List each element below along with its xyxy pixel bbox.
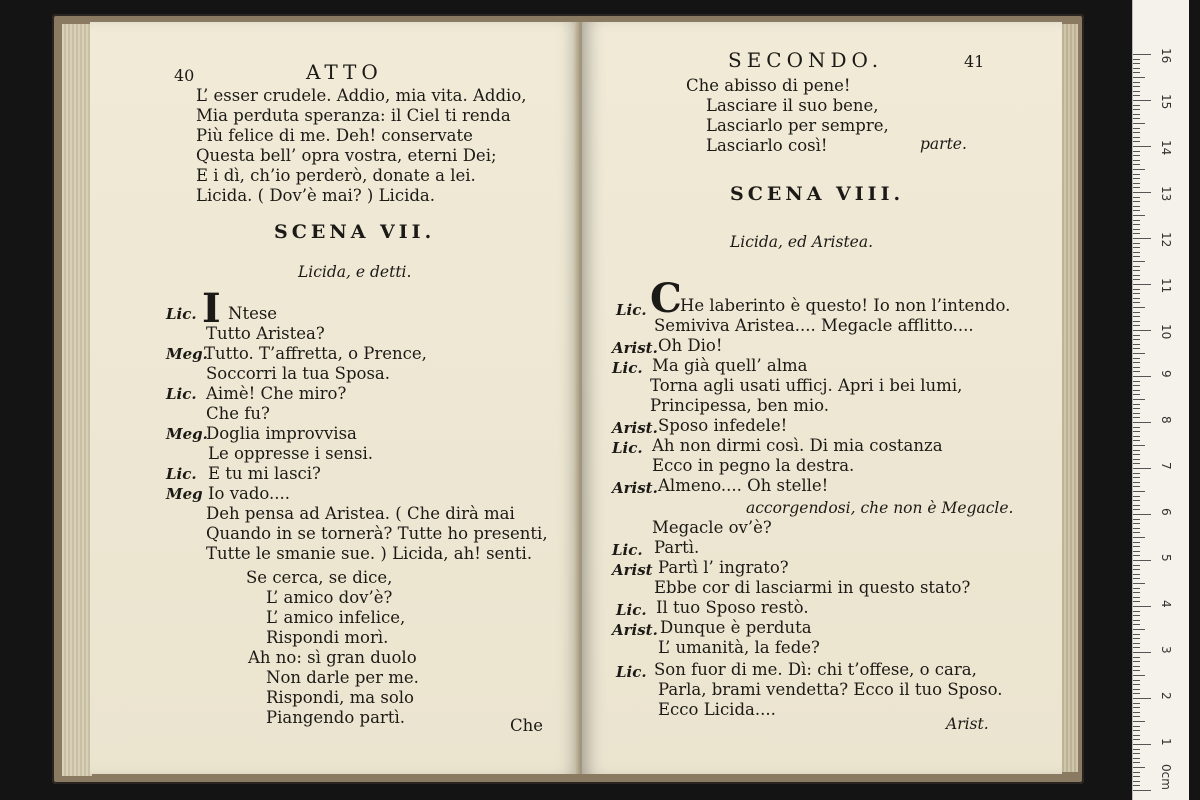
ruler-tick	[1133, 661, 1140, 662]
ruler-tick	[1133, 233, 1140, 234]
ruler-tick	[1133, 592, 1140, 593]
ruler-tick	[1133, 358, 1140, 359]
ruler-tick	[1133, 174, 1140, 175]
aria-line: Rispondi, ma solo	[266, 688, 414, 707]
ruler-tick	[1133, 404, 1140, 405]
ruler-tick	[1133, 385, 1140, 386]
ruler-tick	[1133, 72, 1140, 73]
ruler-tick	[1133, 560, 1151, 561]
ruler-tick	[1133, 105, 1140, 106]
ruler-tick	[1133, 289, 1140, 290]
ruler-tick	[1133, 187, 1140, 188]
ruler-tick	[1133, 118, 1140, 119]
ruler-tick	[1133, 463, 1140, 464]
ruler-tick	[1133, 730, 1140, 731]
dialogue-line: Soccorri la tua Sposa.	[206, 364, 390, 383]
ruler-tick	[1133, 183, 1140, 184]
ruler-tick	[1133, 427, 1140, 428]
ruler-label: 8	[1159, 416, 1173, 424]
speaker-label: Lic.	[166, 385, 197, 403]
aria-line: Non darle per me.	[266, 668, 419, 687]
dialogue-line: Tutto. T’affretta, o Prence,	[204, 344, 427, 363]
ruler-tick	[1133, 624, 1140, 625]
ruler-tick	[1133, 376, 1151, 377]
ruler-tick	[1133, 569, 1140, 570]
speaker-label: Arist.	[612, 339, 658, 357]
ruler-tick	[1133, 542, 1140, 543]
ruler-label: 11	[1159, 278, 1173, 294]
ruler-tick	[1133, 307, 1145, 308]
ruler-tick	[1133, 192, 1151, 193]
ruler-tick	[1133, 256, 1140, 257]
ruler-tick	[1133, 164, 1140, 165]
ruler-tick	[1133, 247, 1140, 248]
ruler-tick	[1133, 178, 1140, 179]
dialogue-line: Parla, brami vendetta? Ecco il tuo Sposo.	[658, 680, 1003, 699]
dialogue-line: Ebbe cor di lasciarmi in questo stato?	[654, 578, 971, 597]
aria-line: Piangendo partì.	[266, 708, 405, 727]
ruler-tick	[1133, 367, 1140, 368]
dialogue-line: Aimè! Che miro?	[206, 384, 347, 403]
speaker-label: Arist.	[612, 621, 658, 639]
dialogue-line: Quando in se tornerà? Tutte ho presenti,	[206, 524, 548, 543]
aria-line: Se cerca, se dice,	[246, 568, 393, 587]
ruler-tick	[1133, 758, 1140, 759]
drop-cap: C	[650, 275, 682, 322]
page-edges-left	[62, 24, 92, 776]
ruler-tick	[1133, 615, 1140, 616]
ruler-label: 3	[1159, 646, 1173, 654]
aria-line: L’ amico infelice,	[266, 608, 406, 627]
ruler-tick	[1133, 445, 1145, 446]
ruler-tick	[1133, 128, 1140, 129]
speaker-label: Lic.	[166, 465, 197, 483]
ruler-tick	[1133, 422, 1151, 423]
verse-line: Che abisso di pene!	[686, 76, 851, 95]
ruler-tick	[1133, 440, 1140, 441]
ruler-tick	[1133, 514, 1151, 515]
running-head: ATTO	[306, 60, 383, 84]
right-page	[582, 22, 1062, 774]
ruler-tick	[1133, 509, 1140, 510]
dialogue-line: Il tuo Sposo restò.	[656, 598, 809, 617]
ruler-label: 6	[1159, 508, 1173, 516]
ruler-tick	[1133, 597, 1140, 598]
ruler-tick	[1133, 266, 1140, 267]
ruler-tick	[1133, 413, 1140, 414]
aria-line: Ah no: sì gran duolo	[248, 648, 417, 667]
ruler-tick	[1133, 316, 1140, 317]
ruler-tick	[1133, 657, 1140, 658]
ruler-tick	[1133, 243, 1140, 244]
ruler-tick	[1133, 390, 1140, 391]
ruler-tick	[1133, 776, 1140, 777]
catchword: Arist.	[946, 715, 989, 733]
running-head: SECONDO.	[728, 48, 884, 72]
ruler-tick	[1133, 417, 1140, 418]
verse-line: Mia perduta speranza: il Ciel ti renda	[196, 106, 511, 125]
ruler-tick	[1133, 790, 1151, 791]
drop-cap: I	[202, 285, 221, 332]
dialogue-line: Principessa, ben mio.	[650, 396, 830, 415]
verse-line: Licida. ( Dov’è mai? ) Licida.	[196, 186, 435, 205]
ruler-tick	[1133, 721, 1145, 722]
ruler-tick	[1133, 344, 1140, 345]
dialogue-line: Ecco in pegno la destra.	[652, 456, 855, 475]
dialogue-line: Ecco Licida....	[658, 700, 776, 719]
ruler-tick	[1133, 767, 1145, 768]
verse-line: Lasciarlo così!	[706, 136, 828, 155]
ruler-tick	[1133, 169, 1145, 170]
ruler-tick	[1133, 634, 1140, 635]
dialogue-line: Ntese	[228, 304, 278, 323]
ruler-tick	[1133, 629, 1145, 630]
verse-line: Più felice di me. Deh! conservate	[196, 126, 473, 145]
ruler-tick	[1133, 220, 1140, 221]
ruler-tick	[1133, 91, 1140, 92]
aria-line: L’ amico dov’è?	[266, 588, 393, 607]
ruler-tick	[1133, 330, 1151, 331]
scene-heading: SCENA VIII.	[730, 183, 905, 205]
ruler-tick	[1133, 82, 1140, 83]
ruler-tick	[1133, 279, 1140, 280]
ruler-tick	[1133, 146, 1151, 147]
dialogue-line: He laberinto è questo! Io non l’intendo.	[680, 296, 1011, 315]
dialogue-line: Tutte le smanie sue. ) Licida, ah! senti.	[206, 544, 533, 563]
speaker-label: Arist	[612, 561, 653, 579]
ruler-tick	[1133, 574, 1140, 575]
dialogue-line: Le oppresse i sensi.	[208, 444, 373, 463]
dialogue-line: Partì.	[654, 538, 700, 557]
dialogue-line: E tu mi lasci?	[208, 464, 321, 483]
dialogue-line: Ma già quell’ alma	[652, 356, 808, 375]
ruler-tick	[1133, 293, 1140, 294]
ruler-tick	[1133, 59, 1140, 60]
page-number: 40	[174, 66, 195, 85]
speaker-label: Lic.	[612, 439, 643, 457]
ruler-tick	[1133, 206, 1140, 207]
ruler-tick	[1133, 519, 1140, 520]
dialogue-line: Ah non dirmi così. Di mia costanza	[652, 436, 943, 455]
ruler-label: 2	[1159, 692, 1173, 700]
ruler-tick	[1133, 473, 1140, 474]
ruler-tick	[1133, 703, 1140, 704]
speaker-label: Meg.	[166, 425, 208, 443]
ruler-tick	[1133, 224, 1140, 225]
ruler-tick	[1133, 684, 1140, 685]
ruler-tick	[1133, 114, 1140, 115]
verse-line: E i dì, ch’io perderò, donate a lei.	[196, 166, 476, 185]
dialogue-line: Tutto Aristea?	[206, 324, 325, 343]
ruler-tick	[1133, 486, 1140, 487]
speaker-label: Meg.	[166, 345, 208, 363]
ruler-tick	[1133, 86, 1140, 87]
ruler-tick	[1133, 321, 1140, 322]
dialogue-line: L’ umanità, la fede?	[658, 638, 820, 657]
ruler-tick	[1133, 772, 1140, 773]
ruler-tick	[1133, 716, 1140, 717]
dialogue-line: Partì l’ ingrato?	[658, 558, 789, 577]
ruler-tick	[1133, 707, 1140, 708]
ruler-label: 1	[1159, 738, 1173, 746]
ruler-tick	[1133, 210, 1140, 211]
dialogue-line: Doglia improvvisa	[206, 424, 357, 443]
ruler-tick	[1133, 348, 1140, 349]
dialogue-line: Almeno.... Oh stelle!	[658, 476, 829, 495]
scene-characters: Licida, ed Aristea.	[730, 233, 874, 251]
ruler-tick	[1133, 431, 1140, 432]
ruler-tick	[1133, 735, 1140, 736]
ruler-tick	[1133, 528, 1140, 529]
speaker-label: Arist.	[612, 479, 658, 497]
ruler-tick	[1133, 77, 1145, 78]
ruler-label: 5	[1159, 554, 1173, 562]
ruler-tick	[1133, 408, 1140, 409]
ruler-tick	[1133, 496, 1140, 497]
ruler-tick	[1133, 63, 1140, 64]
dialogue-line: Semiviva Aristea.... Megacle afflitto....	[654, 316, 974, 335]
ruler-tick	[1133, 606, 1151, 607]
ruler-tick	[1133, 762, 1140, 763]
ruler-tick	[1133, 785, 1140, 786]
speaker-label: Lic.	[616, 301, 647, 319]
ruler-tick	[1133, 394, 1140, 395]
ruler-tick	[1133, 753, 1140, 754]
ruler-tick	[1133, 238, 1151, 239]
ruler-tick	[1133, 381, 1140, 382]
ruler-label: 10	[1159, 324, 1173, 340]
ruler-tick	[1133, 670, 1140, 671]
ruler-label: 9	[1159, 370, 1173, 378]
ruler-tick	[1133, 137, 1140, 138]
ruler-tick	[1133, 335, 1140, 336]
page-number: 41	[964, 52, 985, 71]
ruler-label: 14	[1159, 140, 1173, 156]
ruler-tick	[1133, 399, 1145, 400]
ruler-tick	[1133, 638, 1140, 639]
ruler-tick	[1133, 459, 1140, 460]
ruler-tick	[1133, 739, 1140, 740]
ruler-tick	[1133, 491, 1145, 492]
dialogue-line: Deh pensa ad Aristea. ( Che dirà mai	[206, 504, 515, 523]
ruler-tick	[1133, 482, 1140, 483]
ruler-tick	[1133, 261, 1145, 262]
dialogue-line: Io vado....	[208, 484, 291, 503]
ruler-tick	[1133, 468, 1151, 469]
ruler-tick	[1133, 197, 1140, 198]
ruler-tick	[1133, 141, 1140, 142]
speaker-label: Meg	[166, 485, 203, 503]
ruler-tick	[1133, 565, 1140, 566]
ruler-tick	[1133, 160, 1140, 161]
ruler-tick	[1133, 454, 1140, 455]
speaker-label: Lic.	[616, 601, 647, 619]
ruler-tick	[1133, 155, 1140, 156]
ruler-tick	[1133, 675, 1145, 676]
ruler-tick	[1133, 68, 1140, 69]
speaker-label: Arist.	[612, 419, 658, 437]
left-page	[90, 22, 580, 774]
ruler-tick	[1133, 652, 1151, 653]
ruler-tick	[1133, 229, 1140, 230]
speaker-label: Lic.	[612, 541, 643, 559]
ruler-tick	[1133, 588, 1140, 589]
ruler-tick	[1133, 537, 1145, 538]
ruler-label: 16	[1159, 48, 1173, 64]
verse-line: Lasciarlo per sempre,	[706, 116, 889, 135]
ruler-tick	[1133, 123, 1145, 124]
ruler-tick	[1133, 500, 1140, 501]
verse-line: L’ esser crudele. Addio, mia vita. Addio,	[196, 86, 527, 105]
ruler-tick	[1133, 312, 1140, 313]
ruler-tick	[1133, 371, 1140, 372]
dialogue-line: Dunque è perduta	[660, 618, 812, 637]
ruler-label: 4	[1159, 600, 1173, 608]
ruler-tick	[1133, 643, 1140, 644]
stage-direction: parte.	[920, 135, 967, 153]
dialogue-line: Son fuor di me. Dì: chi t’offese, o cara,	[654, 660, 977, 679]
dialogue-line: Che fu?	[206, 404, 270, 423]
measurement-ruler	[1132, 0, 1189, 800]
ruler-tick	[1133, 611, 1140, 612]
ruler-tick	[1133, 284, 1151, 285]
ruler-label: 7	[1159, 462, 1173, 470]
page-edges-right	[1060, 24, 1078, 772]
ruler-tick	[1133, 698, 1151, 699]
ruler-label: 0cm	[1159, 764, 1173, 790]
ruler-tick	[1133, 275, 1140, 276]
ruler-tick	[1133, 54, 1151, 55]
ruler-tick	[1133, 726, 1140, 727]
ruler-tick	[1133, 620, 1140, 621]
ruler-tick	[1133, 215, 1145, 216]
dialogue-line: Torna agli usati ufficj. Apri i bei lumi,	[650, 376, 963, 395]
ruler-tick	[1133, 546, 1140, 547]
ruler-tick	[1133, 712, 1140, 713]
ruler-tick	[1133, 201, 1140, 202]
ruler-tick	[1133, 749, 1140, 750]
ruler-tick	[1133, 325, 1140, 326]
verse-line: Lasciare il suo bene,	[706, 96, 879, 115]
ruler-tick	[1133, 532, 1140, 533]
ruler-tick	[1133, 151, 1140, 152]
ruler-tick	[1133, 353, 1145, 354]
ruler-tick	[1133, 450, 1140, 451]
ruler-tick	[1133, 270, 1140, 271]
ruler-tick	[1133, 551, 1140, 552]
ruler-tick	[1133, 362, 1140, 363]
verse-line: Questa bell’ opra vostra, eterni Dei;	[196, 146, 497, 165]
ruler-tick	[1133, 109, 1140, 110]
scene-characters: Licida, e detti.	[298, 263, 412, 281]
ruler-label: 12	[1159, 232, 1173, 248]
ruler-tick	[1133, 666, 1140, 667]
speaker-label: Lic.	[612, 359, 643, 377]
speaker-label: Lic.	[616, 663, 647, 681]
ruler-tick	[1133, 601, 1140, 602]
ruler-tick	[1133, 555, 1140, 556]
ruler-tick	[1133, 95, 1140, 96]
dialogue-line: Sposo infedele!	[658, 416, 788, 435]
ruler-tick	[1133, 578, 1140, 579]
ruler-tick	[1133, 689, 1140, 690]
ruler-label: 15	[1159, 94, 1173, 110]
speaker-label: Lic.	[166, 305, 197, 323]
dialogue-line: Megacle ov’è?	[652, 518, 772, 537]
ruler-tick	[1133, 132, 1140, 133]
ruler-tick	[1133, 693, 1140, 694]
catchword: Che	[510, 716, 544, 735]
ruler-tick	[1133, 436, 1140, 437]
stage-direction: accorgendosi, che non è Megacle.	[746, 499, 1014, 517]
ruler-tick	[1133, 583, 1145, 584]
ruler-tick	[1133, 298, 1140, 299]
ruler-tick	[1133, 302, 1140, 303]
ruler-tick	[1133, 100, 1151, 101]
ruler-tick	[1133, 680, 1140, 681]
ruler-tick	[1133, 523, 1140, 524]
scene-heading: SCENA VII.	[274, 221, 436, 243]
ruler-label: 13	[1159, 186, 1173, 202]
ruler-tick	[1133, 647, 1140, 648]
ruler-tick	[1133, 781, 1140, 782]
ruler-tick	[1133, 744, 1151, 745]
ruler-tick	[1133, 252, 1140, 253]
ruler-tick	[1133, 477, 1140, 478]
dialogue-line: Oh Dio!	[658, 336, 723, 355]
ruler-tick	[1133, 505, 1140, 506]
aria-line: Rispondi morì.	[266, 628, 389, 647]
ruler-tick	[1133, 339, 1140, 340]
